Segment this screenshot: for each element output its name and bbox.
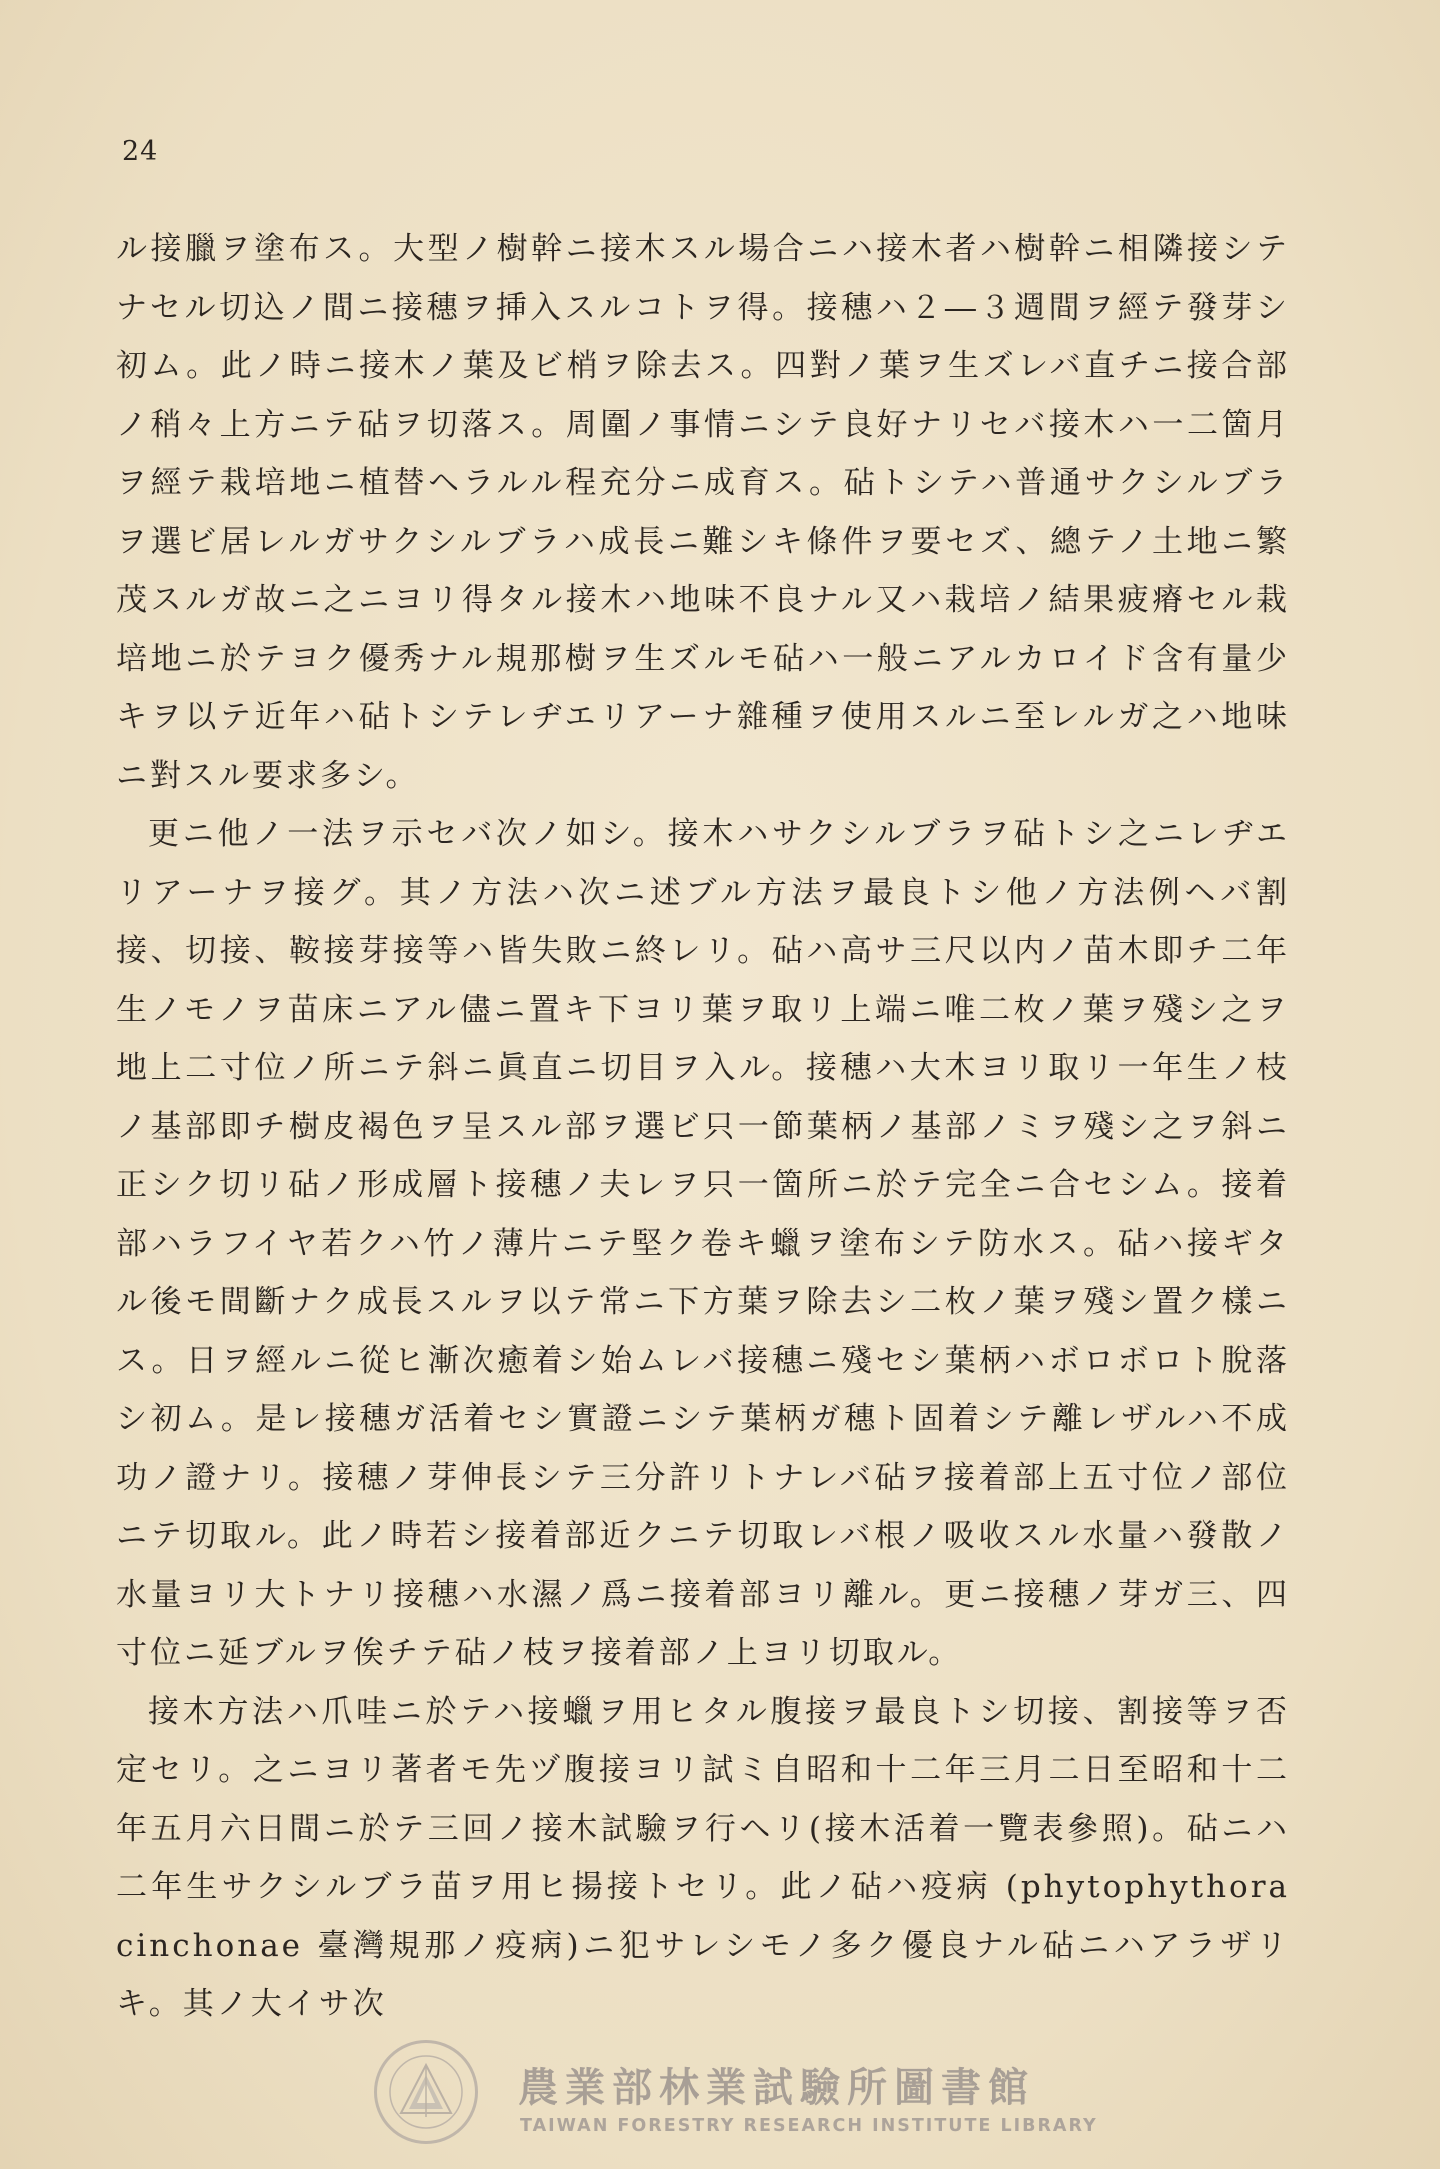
paragraph-1: ル接臘ヲ塗布ス。大型ノ樹幹ニ接木スル場合ニハ接木者ハ樹幹ニ相隣接シテナセル切込ノ間ニ接穗ヲ挿入スルコトヲ得。接穗ハ２―３週間ヲ經テ發芽シ初ム。此ノ時ニ接木ノ葉及ビ梢ヲ除去ス。四對ノ葉ヲ生ズレバ直チニ接合部ノ稍々上方ニテ砧ヲ切落ス。周圍ノ事情ニシテ良好ナリセバ接木ハ一二箇月ヲ經テ栽培地ニ植替ヘラルル程充分ニ成育ス。砧トシテハ普通サクシルブラヲ選ビ居レルガサクシルブラハ成長ニ難シキ條件ヲ要セズ、總テノ土地ニ繁茂スルガ故ニ之ニヨリ得タル接木ハ地味不良ナル又ハ栽培ノ結果疲瘠セル栽培地ニ於テヨク優秀ナル規那樹ヲ生ズルモ砧ハ一般ニアルカロイド含有量少キヲ以テ近年ハ砧トシテレヂエリアーナ雜種ヲ使用スルニ至レルガ之ハ地味ニ對スル要求多シ。 xyxy=(116,231,1290,794)
body-text xyxy=(116,220,1290,2034)
paragraph-2: 更ニ他ノ一法ヲ示セバ次ノ如シ。接木ハサクシルブラヲ砧トシ之ニレヂエリアーナヲ接グ。其ノ方法ハ次ニ述ブル方法ヲ最良トシ他ノ方法例ヘバ割接、切接、鞍接芽接等ハ皆失敗ニ終レリ。砧ハ高サ三尺以内ノ苗木即チ二年生ノモノヲ苗床ニアル儘ニ置キ下ヨリ葉ヲ取リ上端ニ唯二枚ノ葉ヲ殘シ之ヲ地上二寸位ノ所ニテ斜ニ眞直ニ切目ヲ入ル。接穗ハ大木ヨリ取リ一年生ノ枝ノ基部即チ樹皮褐色ヲ呈スル部ヲ選ビ只一節葉柄ノ基部ノミヲ殘シ之ヲ斜ニ正シク切リ砧ノ形成層ト接穗ノ夫レヲ只一箇所ニ於テ完全ニ合セシム。接着部ハラフイヤ若クハ竹ノ薄片ニテ堅ク卷キ蠟ヲ塗布シテ防水ス。砧ハ接ギタル後モ間斷ナク成長スルヲ以テ常ニ下方葉ヲ除去シ二枚ノ葉ヲ殘シ置ク樣ニス。日ヲ經ルニ從ヒ漸次癒着シ始ムレバ接穗ニ殘セシ葉柄ハボロボロト脫落シ初ム。是レ接穗ガ活着セシ實證ニシテ葉柄ガ穗ト固着シテ離レザルハ不成功ノ證ナリ。接穗ノ芽伸長シテ三分許リトナレバ砧ヲ接着部上五寸位ノ部位ニテ切取ル。此ノ時若シ接着部近クニテ切取レバ根ノ吸收スル水量ハ發散ノ水量ヨリ大トナリ接穗ハ水濕ノ爲ニ接着部ヨリ離ル。更ニ接穗ノ芽ガ三、四寸位ニ延ブルヲ俟チテ砧ノ枝ヲ接着部ノ上ヨリ切取ル。 xyxy=(116,816,1291,1671)
page-number: 24 xyxy=(122,136,159,167)
library-name-chinese: 農業部林業試驗所圖書館 xyxy=(518,2065,1035,2111)
paragraph-3: 接木方法ハ爪哇ニ於テハ接蠟ヲ用ヒタル腹接ヲ最良トシ切接、割接等ヲ否定セリ。之ニヨリ著者モ先ヅ腹接ヨリ試ミ自昭和十二年三月二日至昭和十二年五月六日間ニ於テ三回ノ接木試驗ヲ行ヘリ(接木活着一覽表參照)。砧ニハ二年生サクシルブラ苗ヲ用ヒ揚接トセリ。此ノ砧ハ疫病 (phytophythora cinchonae 臺灣規那ノ疫病)ニ犯サレシモノ多ク優良ナル砧ニハアラザリキ。其ノ大イサ次 xyxy=(116,1693,1290,2022)
library-name-english: TAIWAN FORESTRY RESEARCH INSTITUTE LIBRARY xyxy=(520,2116,1098,2136)
library-seal-icon xyxy=(374,2040,478,2144)
library-watermark xyxy=(370,2040,1170,2150)
